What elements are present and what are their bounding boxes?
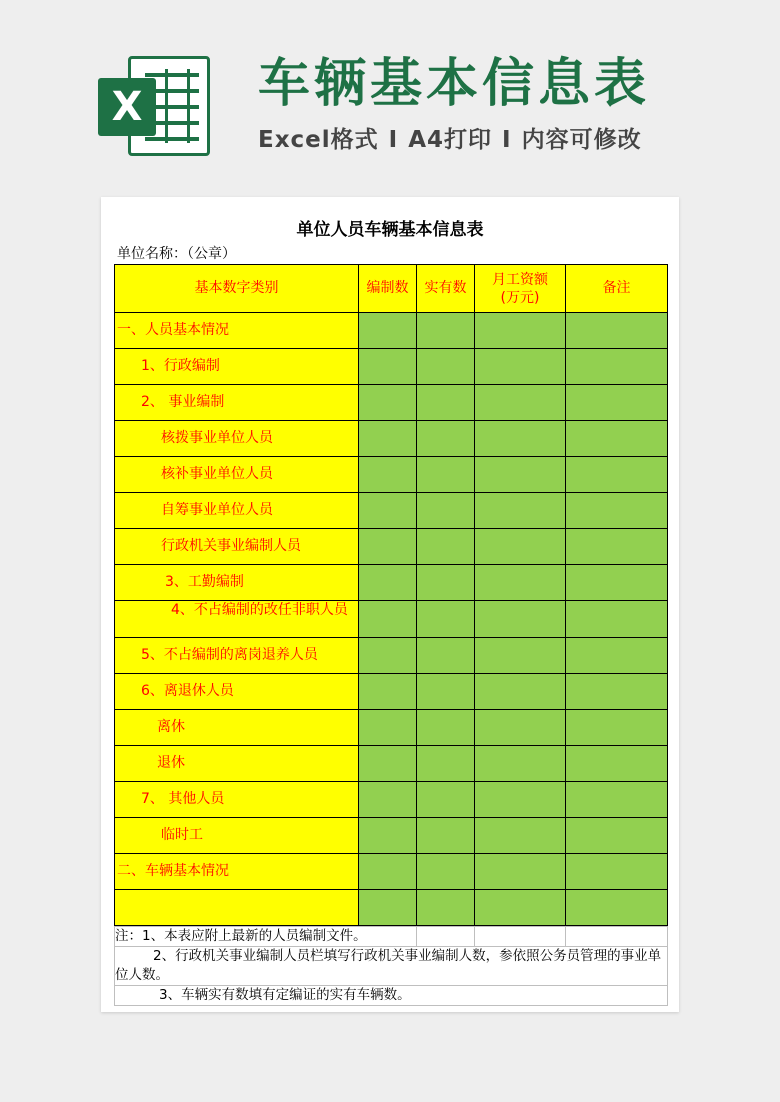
- remark-cell[interactable]: [566, 674, 668, 710]
- remark-cell[interactable]: [566, 385, 668, 421]
- category-cell: 2、 事业编制: [115, 385, 359, 421]
- table-row: [115, 313, 668, 349]
- subtitle-separator: I: [388, 127, 399, 153]
- quota-cell[interactable]: [359, 746, 417, 782]
- table-wrapper: [114, 264, 668, 1006]
- table-row: [115, 782, 668, 818]
- table-row: [115, 710, 668, 746]
- excel-logo-letter: X: [98, 78, 156, 136]
- quota-cell[interactable]: [359, 638, 417, 674]
- salary-cell[interactable]: [475, 385, 566, 421]
- notes-table: [114, 926, 668, 1006]
- table-row: [115, 529, 668, 565]
- header-salary-label: 月工资额 (万元): [492, 271, 548, 306]
- banner: [0, 0, 780, 190]
- document-title: 单位人员车辆基本信息表: [296, 220, 484, 240]
- table-row: [115, 565, 668, 601]
- table-row: [115, 493, 668, 529]
- note-3-text: 3、车辆实有数填有定编证的实有车辆数。: [159, 987, 411, 1003]
- category-cell: 自筹事业单位人员: [115, 493, 359, 529]
- table-row: [115, 457, 668, 493]
- quota-cell[interactable]: [359, 313, 417, 349]
- quota-cell[interactable]: [359, 421, 417, 457]
- quota-cell[interactable]: [359, 457, 417, 493]
- remark-cell[interactable]: [566, 529, 668, 565]
- excel-icon: [98, 56, 210, 156]
- header-quota: 编制数: [359, 265, 417, 313]
- note-row: [115, 947, 668, 986]
- subtitle-editable: 内容可修改: [521, 127, 642, 153]
- salary-cell[interactable]: [475, 457, 566, 493]
- salary-cell[interactable]: [475, 421, 566, 457]
- remark-cell[interactable]: [566, 493, 668, 529]
- category-cell: 4、不占编制的改任非职人员: [115, 601, 359, 638]
- salary-cell[interactable]: [475, 493, 566, 529]
- banner-subtitle: [258, 124, 738, 156]
- category-cell: 核补事业单位人员: [115, 457, 359, 493]
- category-cell: 1、行政编制: [115, 349, 359, 385]
- subtitle-separator: I: [502, 127, 512, 153]
- actual-cell[interactable]: [417, 313, 475, 349]
- table-row: [115, 674, 668, 710]
- salary-cell[interactable]: [475, 746, 566, 782]
- table-row: [115, 890, 668, 926]
- category-cell: 退休: [115, 746, 359, 782]
- salary-cell[interactable]: [475, 565, 566, 601]
- table-row: [115, 421, 668, 457]
- actual-cell[interactable]: [417, 565, 475, 601]
- note-3: [115, 986, 668, 1006]
- salary-cell[interactable]: [475, 782, 566, 818]
- quota-cell[interactable]: [359, 529, 417, 565]
- salary-cell[interactable]: [475, 890, 566, 926]
- note-empty-cell: [417, 927, 475, 947]
- actual-cell[interactable]: [417, 529, 475, 565]
- table-row: [115, 854, 668, 890]
- actual-cell[interactable]: [417, 674, 475, 710]
- remark-cell[interactable]: [566, 313, 668, 349]
- quota-cell[interactable]: [359, 349, 417, 385]
- quota-cell[interactable]: [359, 710, 417, 746]
- remark-cell[interactable]: [566, 421, 668, 457]
- quota-cell[interactable]: [359, 565, 417, 601]
- note-2: [115, 947, 668, 986]
- header-actual: 实有数: [417, 265, 475, 313]
- actual-cell[interactable]: [417, 493, 475, 529]
- category-cell: 6、离退休人员: [115, 674, 359, 710]
- actual-cell[interactable]: [417, 638, 475, 674]
- quota-cell[interactable]: [359, 601, 417, 638]
- quota-cell[interactable]: [359, 493, 417, 529]
- note-2-text: 2、行政机关事业编制人员栏填写行政机关事业编制人数，参依照公务员管理的事业单位人数。: [115, 948, 662, 983]
- category-cell: 离休: [115, 710, 359, 746]
- table-row: [115, 349, 668, 385]
- actual-cell[interactable]: [417, 782, 475, 818]
- actual-cell[interactable]: [417, 818, 475, 854]
- quota-cell[interactable]: [359, 674, 417, 710]
- actual-cell[interactable]: [417, 746, 475, 782]
- note-row: [115, 986, 668, 1006]
- remark-cell[interactable]: [566, 890, 668, 926]
- note-1: 注：1、本表应附上最新的人员编制文件。: [115, 927, 417, 947]
- salary-cell[interactable]: [475, 818, 566, 854]
- category-cell: 7、 其他人员: [115, 782, 359, 818]
- table-row: [115, 818, 668, 854]
- banner-title: 车辆基本信息表: [258, 54, 651, 114]
- quota-cell[interactable]: [359, 890, 417, 926]
- subtitle-print: A4打印: [408, 127, 493, 153]
- remark-cell[interactable]: [566, 710, 668, 746]
- table-row: [115, 746, 668, 782]
- document-page: [101, 197, 679, 1012]
- category-cell: 核拨事业单位人员: [115, 421, 359, 457]
- salary-cell[interactable]: [475, 601, 566, 638]
- salary-cell[interactable]: [475, 529, 566, 565]
- note-row: [115, 927, 668, 947]
- table-row: [115, 385, 668, 421]
- note-empty-cell: [566, 927, 668, 947]
- salary-cell[interactable]: [475, 674, 566, 710]
- actual-cell[interactable]: [417, 385, 475, 421]
- note-empty-cell: [475, 927, 566, 947]
- salary-cell[interactable]: [475, 710, 566, 746]
- remark-cell[interactable]: [566, 457, 668, 493]
- actual-cell[interactable]: [417, 890, 475, 926]
- remark-cell[interactable]: [566, 601, 668, 638]
- remark-cell[interactable]: [566, 565, 668, 601]
- actual-cell[interactable]: [417, 349, 475, 385]
- actual-cell[interactable]: [417, 854, 475, 890]
- table-header-row: [115, 265, 668, 313]
- quota-cell[interactable]: [359, 854, 417, 890]
- table-row: [115, 638, 668, 674]
- category-cell: 临时工: [115, 818, 359, 854]
- salary-cell[interactable]: [475, 638, 566, 674]
- salary-cell[interactable]: [475, 313, 566, 349]
- category-cell: 3、工勤编制: [115, 565, 359, 601]
- quota-cell[interactable]: [359, 818, 417, 854]
- salary-cell[interactable]: [475, 349, 566, 385]
- info-table: [114, 264, 668, 926]
- table-row: [115, 601, 668, 638]
- category-cell: 一、人员基本情况: [115, 313, 359, 349]
- actual-cell[interactable]: [417, 601, 475, 638]
- actual-cell[interactable]: [417, 457, 475, 493]
- remark-cell[interactable]: [566, 854, 668, 890]
- category-cell: [115, 890, 359, 926]
- category-cell: 5、不占编制的离岗退养人员: [115, 638, 359, 674]
- header-salary: [475, 265, 566, 313]
- unit-name-line: 单位名称：（公章）: [117, 246, 236, 262]
- remark-cell[interactable]: [566, 818, 668, 854]
- category-cell: 二、车辆基本情况: [115, 854, 359, 890]
- salary-cell[interactable]: [475, 854, 566, 890]
- remark-cell[interactable]: [566, 782, 668, 818]
- category-cell: 行政机关事业编制人员: [115, 529, 359, 565]
- remark-cell[interactable]: [566, 746, 668, 782]
- subtitle-format: Excel格式: [258, 127, 379, 153]
- header-category: 基本数字类别: [115, 265, 359, 313]
- remark-cell[interactable]: [566, 349, 668, 385]
- quota-cell[interactable]: [359, 385, 417, 421]
- actual-cell[interactable]: [417, 710, 475, 746]
- quota-cell[interactable]: [359, 782, 417, 818]
- header-remark: 备注: [566, 265, 668, 313]
- remark-cell[interactable]: [566, 638, 668, 674]
- actual-cell[interactable]: [417, 421, 475, 457]
